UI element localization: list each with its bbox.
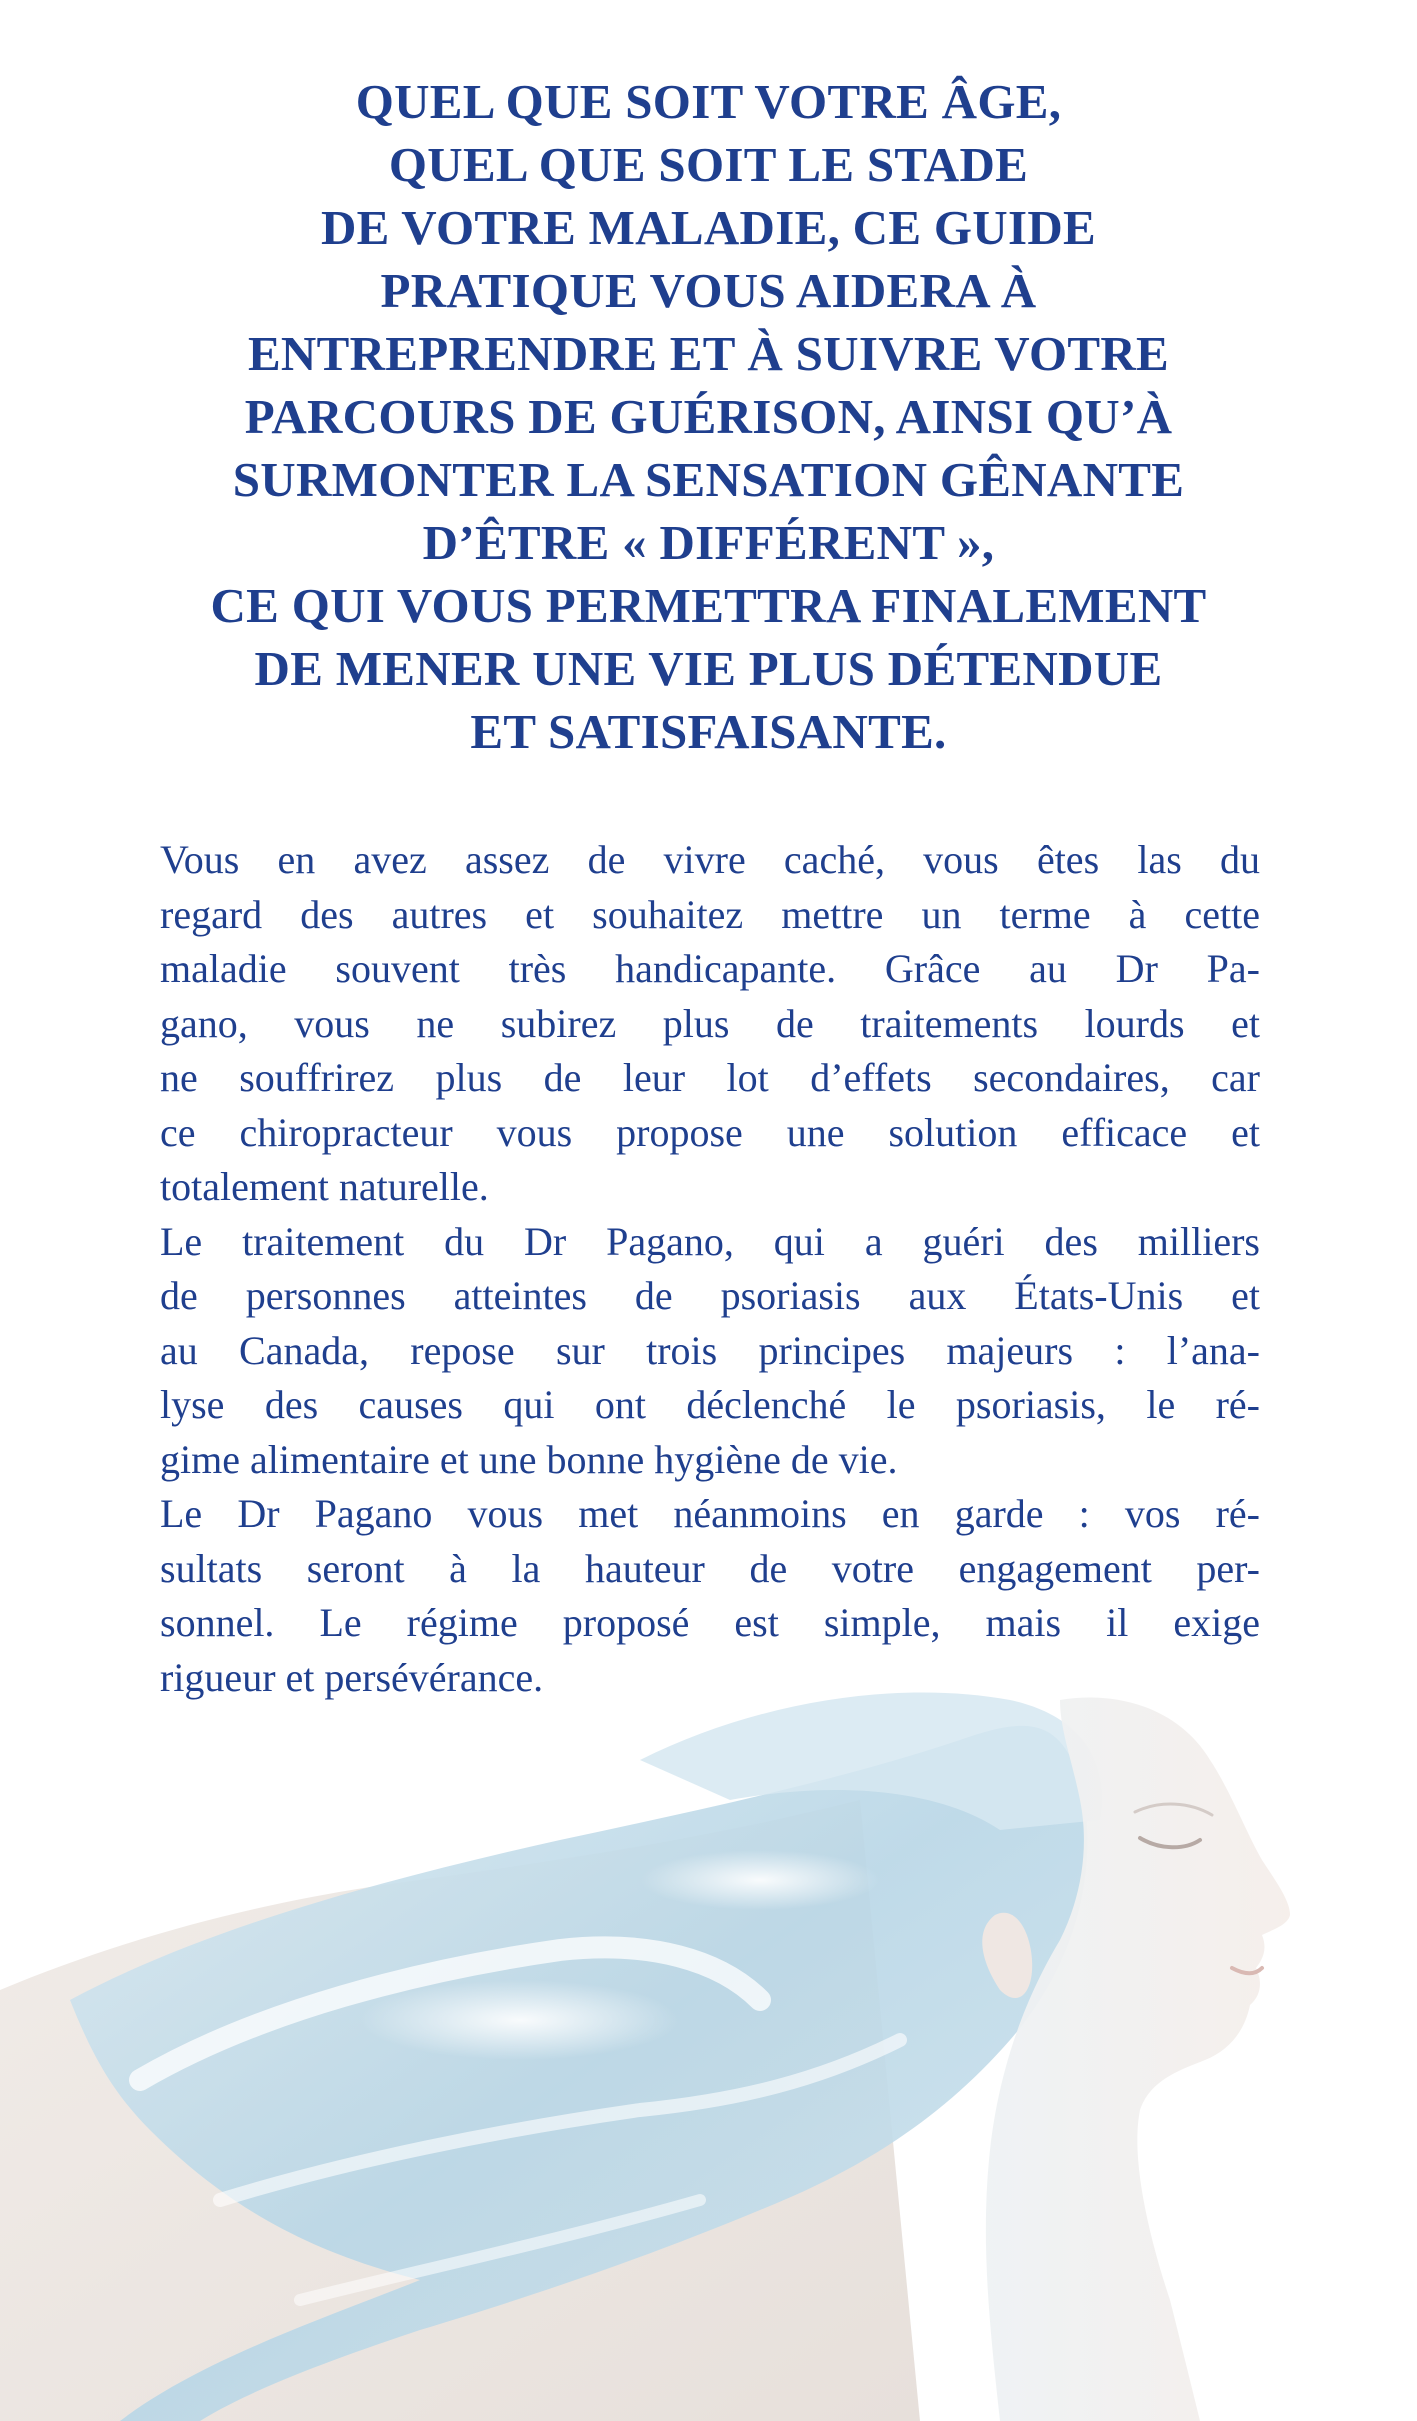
text-line: de personnes atteintes de psoriasis aux États-Unis et <box>160 1273 1260 1318</box>
text-line: maladie souvent très handicapante. Grâce au Dr Pa- <box>160 946 1260 991</box>
text-line: sultats seront à la hauteur de votre engagement per- <box>160 1545 1260 1591</box>
text-line: ne souffrirez plus de leur lot d’effets secondaires, car <box>160 1055 1260 1100</box>
foam-patch <box>360 1980 680 2060</box>
headline <box>120 70 1297 763</box>
headline-line: PRATIQUE VOUS AIDERA À <box>380 263 1037 318</box>
text-line: rigueur et persévérance. <box>160 1654 544 1700</box>
text-line: sonnel. Le régime proposé est simple, mais il exige <box>160 1600 1260 1645</box>
headline-line: ET SATISFAISANTE. <box>470 704 947 759</box>
text-line: Le Dr Pagano vous met néanmoins en garde : vos ré- <box>160 1491 1260 1536</box>
text-line: regard des autres et souhaitez mettre un terme à cette <box>160 891 1260 937</box>
text-line: totalement naturelle. <box>160 1164 489 1209</box>
headline-line: D’ÊTRE « DIFFÉRENT », <box>422 515 995 570</box>
paragraph-1 <box>160 833 1260 1215</box>
text-line: Le traitement du Dr Pagano, qui a guéri des milliers <box>160 1218 1260 1264</box>
paragraph-3 <box>160 1487 1260 1705</box>
headline-line: CE QUI VOUS PERMETTRA FINALEMENT <box>210 578 1207 633</box>
foam-patch <box>640 1850 880 1910</box>
headline-line: DE VOTRE MALADIE, CE GUIDE <box>320 200 1097 255</box>
text-line: lyse des causes qui ont déclenché le psoriasis, le ré- <box>160 1382 1260 1427</box>
text-line: gano, vous ne subirez plus de traitements lourds et <box>160 1000 1260 1046</box>
blurb-text <box>160 833 1260 1705</box>
paragraph-2 <box>160 1215 1260 1488</box>
headline-line: PARCOURS DE GUÉRISON, AINSI QU’À <box>244 389 1173 444</box>
headline-line: SURMONTER LA SENSATION GÊNANTE <box>232 452 1185 507</box>
headline-line: QUEL QUE SOIT LE STADE <box>388 137 1029 192</box>
text-line: Vous en avez assez de vivre caché, vous êtes las du <box>160 837 1260 882</box>
headline-line: ENTREPRENDRE ET À SUIVRE VOTRE <box>247 326 1170 381</box>
headline-line: DE MENER UNE VIE PLUS DÉTENDUE <box>254 641 1163 696</box>
headline-line: QUEL QUE SOIT VOTRE ÂGE, <box>355 74 1062 129</box>
text-line: ce chiropracteur vous propose une solution efficace et <box>160 1109 1260 1155</box>
text-line: gime alimentaire et une bonne hygiène de vie. <box>160 1436 898 1482</box>
text-line: au Canada, repose sur trois principes majeurs : l’ana- <box>160 1327 1260 1373</box>
